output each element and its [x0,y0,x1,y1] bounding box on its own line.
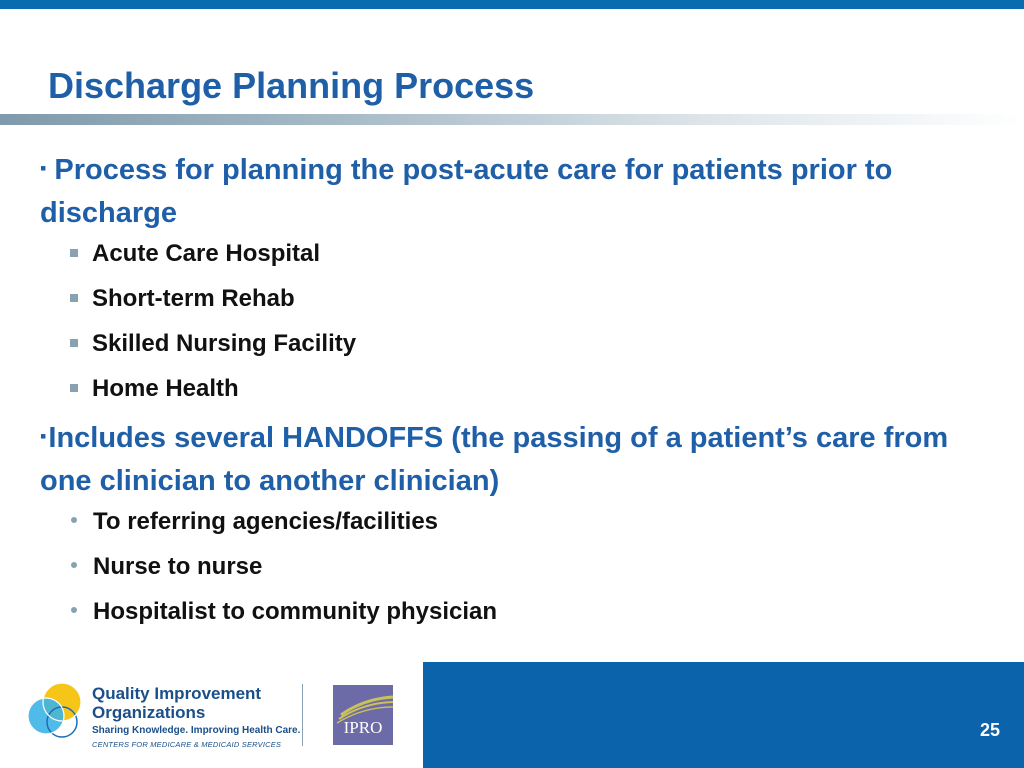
logo-panel [0,662,423,768]
qio-cms-text: CENTERS FOR MEDICARE & MEDICAID SERVICES [92,740,282,749]
list-item-text: Skilled Nursing Facility [92,330,357,357]
list-item-text: Short-term Rehab [92,285,295,312]
qio-wordmark [92,684,300,749]
sub-list-1 [40,239,1000,404]
main-bullet-2-text: Includes several HANDOFFS (the passing of a patient’s care from one clinician to another clinician) [40,422,949,497]
list-item [70,597,1000,627]
square-bullet-icon [70,384,78,392]
ipro-logo-icon [333,685,393,745]
main-bullet-2 [40,418,1000,501]
slide-number: 25 [979,720,1000,740]
list-item [70,329,1000,359]
list-item [70,239,1000,269]
qio-circles-logo-icon [24,680,86,742]
top-accent-bar [0,0,1024,9]
qio-name-line1: Quality Improvement [92,684,262,703]
main-bullet-1-text: Process for planning the post-acute care for patients prior to discharge [40,154,893,229]
sub-list-2 [40,507,1000,627]
round-bullet-icon [71,607,77,613]
round-bullet-icon [71,562,77,568]
qio-tagline: Sharing Knowledge. Improving Health Care. [92,725,301,736]
list-item-text: Hospitalist to community physician [93,598,498,625]
qio-name-line2: Organizations [92,703,206,722]
square-bullet-icon [70,249,78,257]
slide-title: Discharge Planning Process [48,65,535,106]
round-bullet-icon [71,517,77,523]
square-bullet-icon: ▪ [40,426,47,446]
list-item-text: Acute Care Hospital [92,240,321,267]
square-bullet-icon [70,339,78,347]
list-item [70,284,1000,314]
list-item-text: To referring agencies/facilities [93,508,439,535]
title-divider [0,114,1024,125]
square-bullet-icon [70,294,78,302]
list-item-text: Nurse to nurse [93,553,263,580]
list-item [70,552,1000,582]
square-bullet-icon: ▪ [40,158,47,178]
ipro-label: IPRO [343,718,383,737]
list-item [70,507,1000,537]
list-item [70,374,1000,404]
main-bullet-1 [40,150,1000,233]
footer-bar [0,662,1024,768]
list-item-text: Home Health [92,375,239,402]
slide-content [40,150,1000,627]
logo-divider [302,684,303,746]
